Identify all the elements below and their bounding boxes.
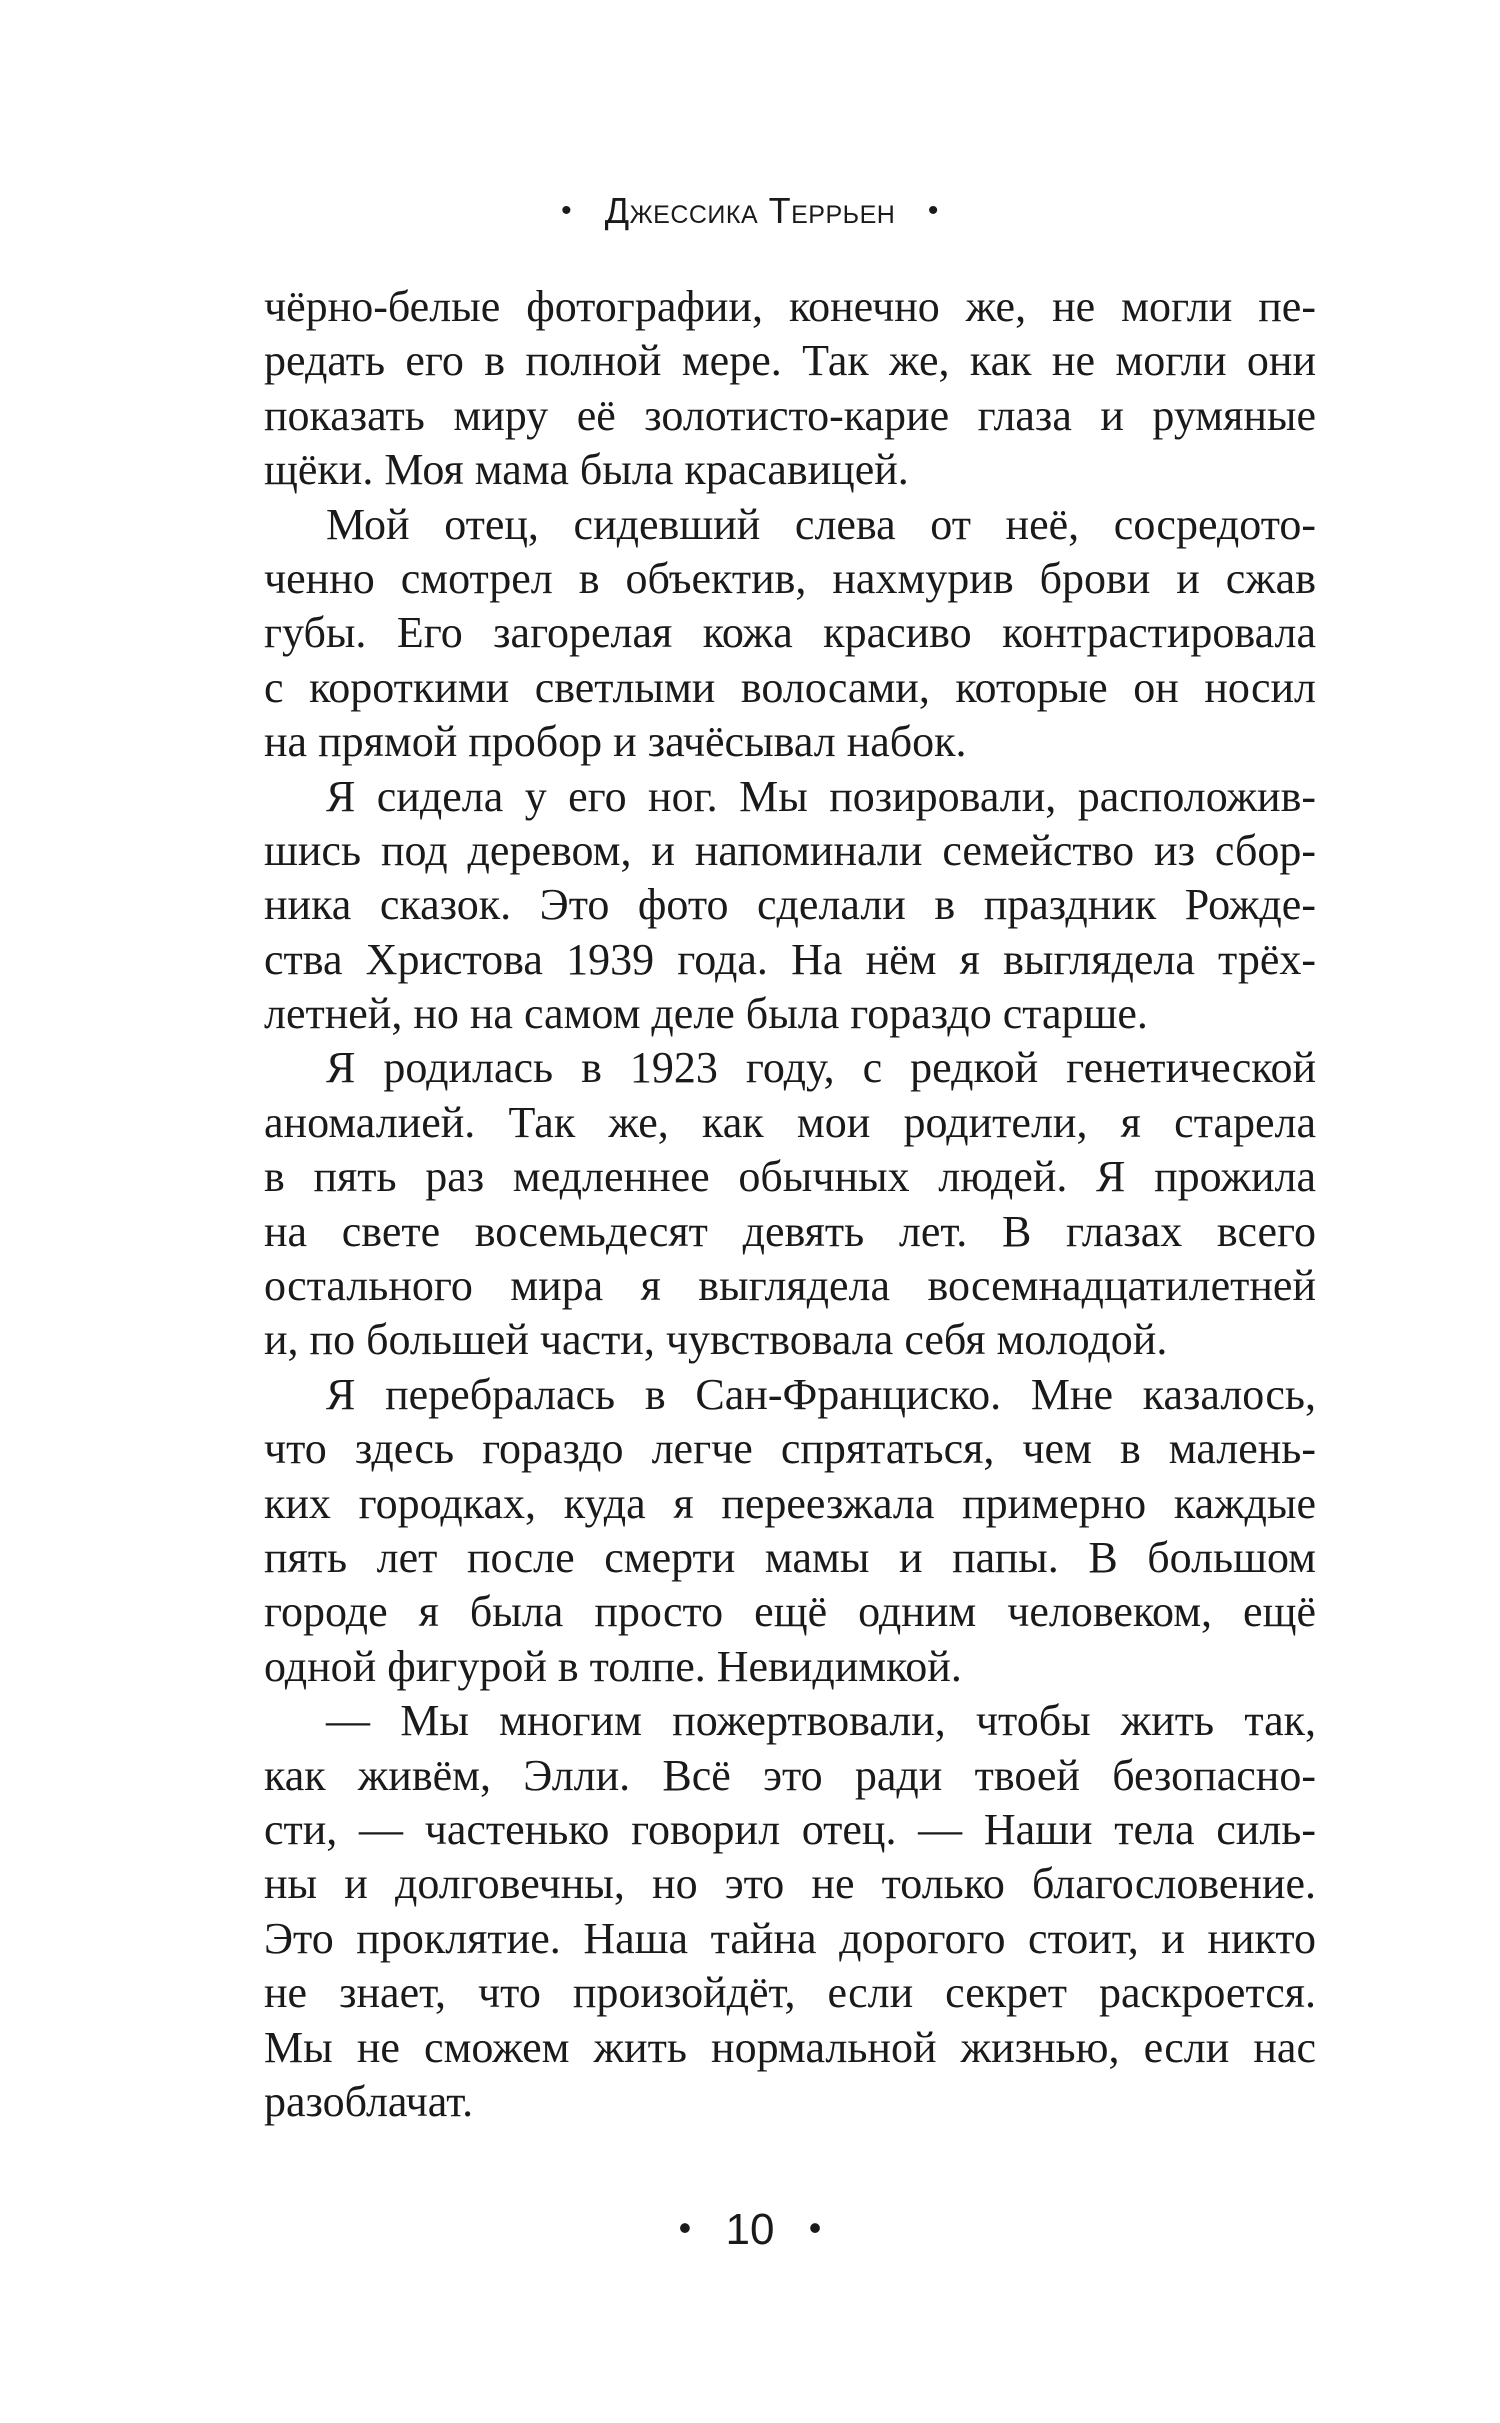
text-line: одной фигурой в толпе. Невидимкой. bbox=[264, 1641, 962, 1691]
header-bullet-left: • bbox=[561, 194, 573, 227]
text-line: летней, но на самом деле была гораздо старше. bbox=[264, 989, 1148, 1039]
text-line: губы. Его загорелая кожа красиво контрастировала bbox=[264, 608, 1316, 658]
text-line: городе я была просто ещё одним человеком, ещё bbox=[264, 1587, 1316, 1637]
text-line: Я перебралась в Сан-Франциско. Мне казалось, bbox=[326, 1369, 1316, 1419]
text-line: с короткими светлыми волосами, которые он носил bbox=[264, 662, 1316, 712]
header-author: Джессика Террьен bbox=[604, 190, 896, 231]
text-line: ких городках, куда я переезжала примерно каждые bbox=[264, 1478, 1316, 1528]
text-line: не знает, что произойдёт, если секрет раскроется. bbox=[264, 1968, 1316, 2018]
header-bullet-right: • bbox=[927, 194, 939, 227]
text-line: Это проклятие. Наша тайна дорогого стоит, и никто bbox=[264, 1913, 1316, 1963]
text-line: что здесь гораздо легче спрятаться, чем в малень- bbox=[264, 1424, 1316, 1474]
page-number: 10 bbox=[725, 2205, 775, 2254]
text-line: в пять раз медленнее обычных людей. Я прожила bbox=[264, 1152, 1316, 1202]
text-line: ника сказок. Это фото сделали в праздник Рожде- bbox=[264, 880, 1316, 930]
text-line: остального мира я выглядела восемнадцатилетней bbox=[264, 1261, 1316, 1311]
text-line: Мы не сможем жить нормальной жизнью, если нас bbox=[264, 2022, 1316, 2072]
text-line: пять лет после смерти мамы и папы. В большом bbox=[264, 1532, 1316, 1582]
text-line: щёки. Моя мама была красавицей. bbox=[264, 445, 909, 495]
text-line: Я сидела у его ног. Мы позировали, расположив- bbox=[326, 771, 1316, 821]
text-line: аномалией. Так же, как мои родители, я старела bbox=[264, 1097, 1316, 1147]
text-line: на свете восемьдесят девять лет. В глазах всего bbox=[264, 1206, 1316, 1256]
text-line: редать его в полной мере. Так же, как не могли они bbox=[264, 336, 1316, 386]
text-line: и, по большей части, чувствовала себя молодой. bbox=[264, 1315, 1168, 1365]
folio-bullet-right: • bbox=[808, 2207, 822, 2248]
body-text bbox=[264, 280, 1316, 2129]
text-line: Мой отец, сидевший слева от неё, сосредото- bbox=[326, 499, 1316, 549]
text-line: шись под деревом, и напоминали семейство из сбор- bbox=[264, 825, 1316, 875]
text-line: как живём, Элли. Всё это ради твоей безопасно- bbox=[264, 1750, 1316, 1800]
text-line: ченно смотрел в объектив, нахмурив брови и сжав bbox=[264, 553, 1316, 603]
text-line: — Мы многим пожертвовали, чтобы жить так, bbox=[326, 1696, 1316, 1746]
text-line: показать миру её золотисто-карие глаза и румяные bbox=[264, 390, 1316, 440]
running-header bbox=[0, 190, 1500, 232]
text-line: разоблачат. bbox=[264, 2076, 474, 2126]
text-line: сти, — частенько говорил отец. — Наши тела силь- bbox=[264, 1804, 1316, 1854]
page-number-footer bbox=[0, 2205, 1500, 2255]
text-line: Я родилась в 1923 году, с редкой генетической bbox=[326, 1043, 1316, 1093]
text-line: на прямой пробор и зачёсывал набок. bbox=[264, 717, 967, 767]
text-line: ны и долговечны, но это не только благословение. bbox=[264, 1859, 1316, 1909]
text-line: ства Христова 1939 года. На нём я выглядела трёх- bbox=[264, 934, 1316, 984]
folio-bullet-left: • bbox=[678, 2207, 692, 2248]
text-line: чёрно-белые фотографии, конечно же, не могли пе- bbox=[264, 282, 1316, 331]
